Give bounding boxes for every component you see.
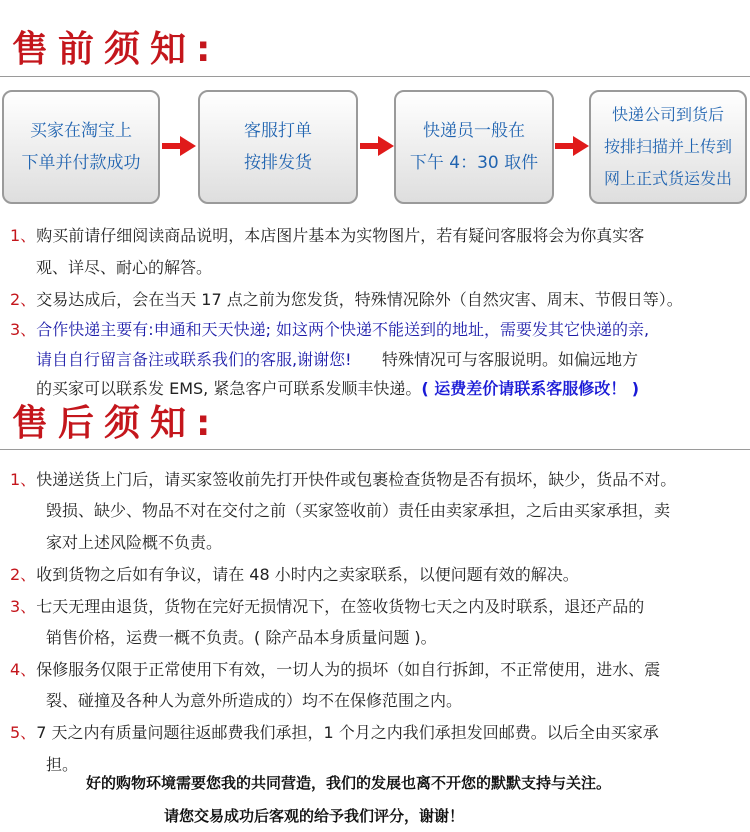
after-sale-item-5 — [10, 723, 659, 743]
pre-sale-item-1 — [10, 226, 644, 246]
flow-step-1 — [2, 90, 160, 204]
item-number: 2、 — [10, 565, 37, 584]
flow-step-2-line1: 客服打单 — [244, 121, 312, 141]
flow-step-4-line1: 快递公司到货后 — [611, 105, 724, 124]
flow-step-2 — [198, 90, 358, 204]
pre-sale-item-3-cont2 — [36, 379, 639, 399]
footer-line-1: 好的购物环境需要您我的共同营造，我们的发展也离不开您的默默支持与关注。 — [86, 774, 612, 792]
pre-sale-title: 售前须知: — [12, 29, 221, 70]
item-text: 保修服务仅限于正常使用下有效，一切人为的损坏（如自行拆卸，不正常使用，进水、震 — [36, 660, 661, 679]
after-sale-item-3 — [10, 597, 644, 617]
item-number: 1、 — [10, 226, 37, 245]
item-text: 特殊情况可与客服说明。如偏远地方 — [382, 350, 639, 369]
flow-step-3-line2: 下午 4：30 取件 — [409, 153, 539, 173]
item-text-blue: 请自自行留言备注或联系我们的客服,谢谢您! — [36, 350, 352, 369]
pre-sale-item-3-cont — [36, 350, 638, 370]
after-sale-item-5-cont: 担。 — [46, 755, 79, 774]
after-sale-item-1-cont2: 家对上述风险概不负责。 — [46, 533, 223, 552]
after-sale-divider — [0, 449, 750, 450]
item-text: 7 天之内有质量问题往返邮费我们承担，1 个月之内我们承担发回邮费。以后全由买家承 — [36, 723, 659, 742]
pre-sale-item-3 — [10, 320, 649, 340]
flow-step-4 — [589, 90, 747, 204]
footer-line-2: 请您交易成功后客观的给予我们评分，谢谢！ — [164, 807, 465, 825]
flow-step-3 — [394, 90, 554, 204]
flow-step-3-line1: 快递员一般在 — [423, 121, 525, 141]
item-text: 交易达成后，会在当天 17 点之前为您发货，特殊情况除外（自然灾害、周末、节假日等）。 — [36, 290, 683, 309]
after-sale-title: 售后须知: — [12, 403, 221, 444]
item-text-highlight: ( 运费差价请联系客服修改！ ) — [421, 379, 640, 398]
item-number: 4、 — [10, 660, 37, 679]
flow-step-4-line3: 网上正式货运发出 — [603, 169, 732, 188]
item-number: 2、 — [10, 290, 37, 309]
pre-sale-item-1-cont: 观、详尽、耐心的解答。 — [36, 258, 213, 277]
item-text: 的买家可以联系发 EMS, 紧急客户可联系发顺丰快递。 — [36, 379, 422, 398]
after-sale-item-2 — [10, 565, 579, 585]
arrow-right-icon — [162, 136, 196, 156]
item-number: 3、 — [10, 597, 37, 616]
pre-sale-item-2 — [10, 290, 683, 310]
after-sale-item-4-cont: 裂、碰撞及各种人为意外所造成的）均不在保修范围之内。 — [46, 691, 463, 710]
flow-step-1-line1: 买家在淘宝上 — [30, 121, 132, 141]
item-number: 3、 — [10, 320, 37, 339]
item-text: 收到货物之后如有争议，请在 48 小时内之卖家联系，以便问题有效的解决。 — [36, 565, 579, 584]
pre-sale-divider — [0, 76, 750, 77]
flow-step-2-line2: 按排发货 — [244, 153, 312, 173]
after-sale-item-3-cont: 销售价格，运费一概不负责。( 除产品本身质量问题 )。 — [46, 628, 437, 647]
item-text: 快递送货上门后，请买家签收前先打开快件或包裹检查货物是否有损坏，缺少，货品不对。 — [36, 470, 677, 489]
flow-step-1-line2: 下单并付款成功 — [21, 153, 141, 173]
arrow-right-icon — [555, 136, 589, 156]
item-text: 购买前请仔细阅读商品说明，本店图片基本为实物图片，若有疑问客服将会为你真实客 — [36, 226, 645, 245]
item-text: 七天无理由退货，货物在完好无损情况下，在签收货物七天之内及时联系，退还产品的 — [36, 597, 645, 616]
item-number: 1、 — [10, 470, 37, 489]
item-number: 5、 — [10, 723, 37, 742]
after-sale-item-4 — [10, 660, 660, 680]
item-text-blue: 合作快递主要有:申通和天天快递; 如这两个快递不能送到的地址，需要发其它快递的亲, — [36, 320, 650, 339]
after-sale-item-1-cont: 毁损、缺少、物品不对在交付之前（买家签收前）责任由卖家承担，之后由买家承担，卖 — [46, 501, 671, 520]
arrow-right-icon — [360, 136, 394, 156]
flow-step-4-line2: 按排扫描并上传到 — [603, 137, 732, 156]
after-sale-item-1 — [10, 470, 676, 490]
